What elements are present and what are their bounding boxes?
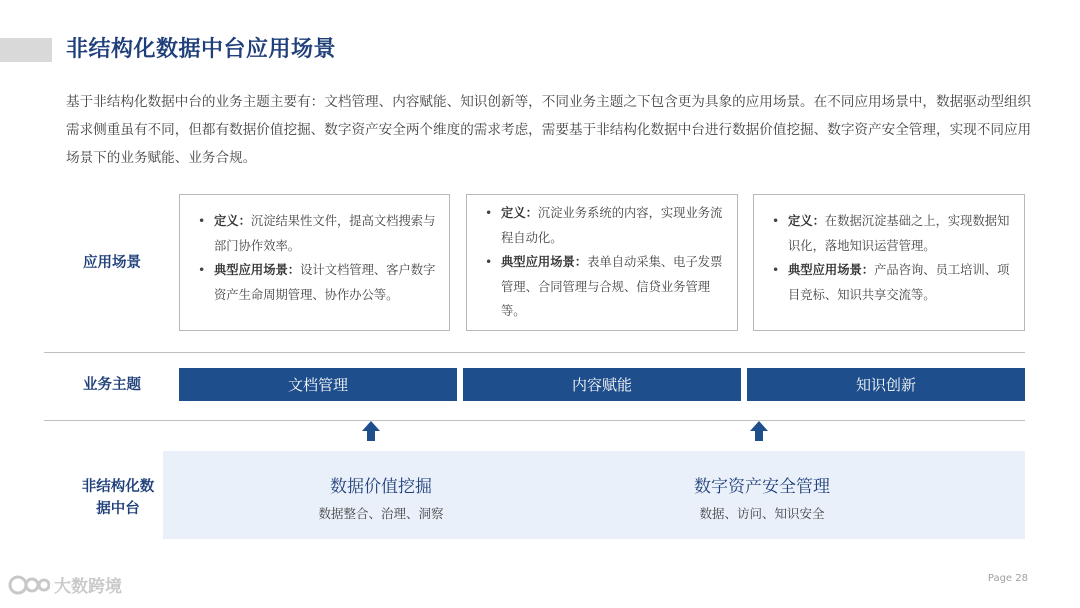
platform-item-subtitle: 数据整合、治理、洞察 xyxy=(318,506,444,521)
scene-box-content xyxy=(466,194,738,331)
row-label-themes: 业务主题 xyxy=(83,377,141,393)
watermark-logo-icon xyxy=(8,574,50,596)
title-accent-bar xyxy=(0,38,52,62)
page-title: 非结构化数据中台应用场景 xyxy=(66,37,337,62)
scene-typical: • 典型应用场景：表单自动采集、电子发票管理、合同管理与合规、信贷业务管理等。 xyxy=(481,250,725,324)
up-arrow-icon xyxy=(749,420,769,442)
platform-item-title: 数字资产安全管理 xyxy=(694,477,830,497)
scene-definition: • 定义：沉淀结果性文件，提高文档搜索与部门协作效率。 xyxy=(194,209,437,258)
scene-box-document xyxy=(179,194,450,331)
row-label-scenes: 应用场景 xyxy=(83,255,141,271)
platform-item-title: 数据价值挖掘 xyxy=(330,477,432,497)
divider-bottom xyxy=(44,420,1025,421)
watermark-text: 大数跨境 xyxy=(54,577,122,597)
intro-paragraph: 基于非结构化数据中台的业务主题主要有：文档管理、内容赋能、知识创新等，不同业务主题之下包含更为具象的应用场景。在不同应用场景中，数据驱动型组织需求侧重虽有不同，但都有数据价值挖掘、数字资产安全两个维度的需求考虑，需要基于非结构化数据中台进行数据价值挖掘、数字资产安全管理，实现不同应用场景下的业务赋能、业务合规。 xyxy=(66,94,1032,166)
page-number: Page 28 xyxy=(987,573,1028,584)
scene-definition: • 定义：在数据沉淀基础之上，实现数据知识化，落地知识运营管理。 xyxy=(768,209,1012,258)
platform-item-subtitle: 数据、访问、知识安全 xyxy=(699,506,825,521)
row-label-platform: 非结构化数 据中台 xyxy=(81,479,155,517)
scene-typical: • 典型应用场景：设计文档管理、客户数字资产生命周期管理、协作办公等。 xyxy=(194,258,437,307)
platform-item-value-mining xyxy=(281,474,481,525)
up-arrow-icon xyxy=(361,420,381,442)
theme-bar-content: 内容赋能 xyxy=(463,368,741,401)
theme-bar-document: 文档管理 xyxy=(179,368,457,401)
divider-top xyxy=(44,352,1025,353)
scene-typical: • 典型应用场景：产品咨询、员工培训、项目竞标、知识共享交流等。 xyxy=(768,258,1012,307)
theme-bar-knowledge: 知识创新 xyxy=(747,368,1025,401)
scene-definition: • 定义：沉淀业务系统的内容，实现业务流程自动化。 xyxy=(481,201,725,250)
platform-item-asset-security xyxy=(652,474,872,525)
scene-box-knowledge xyxy=(753,194,1025,331)
watermark xyxy=(8,572,122,597)
